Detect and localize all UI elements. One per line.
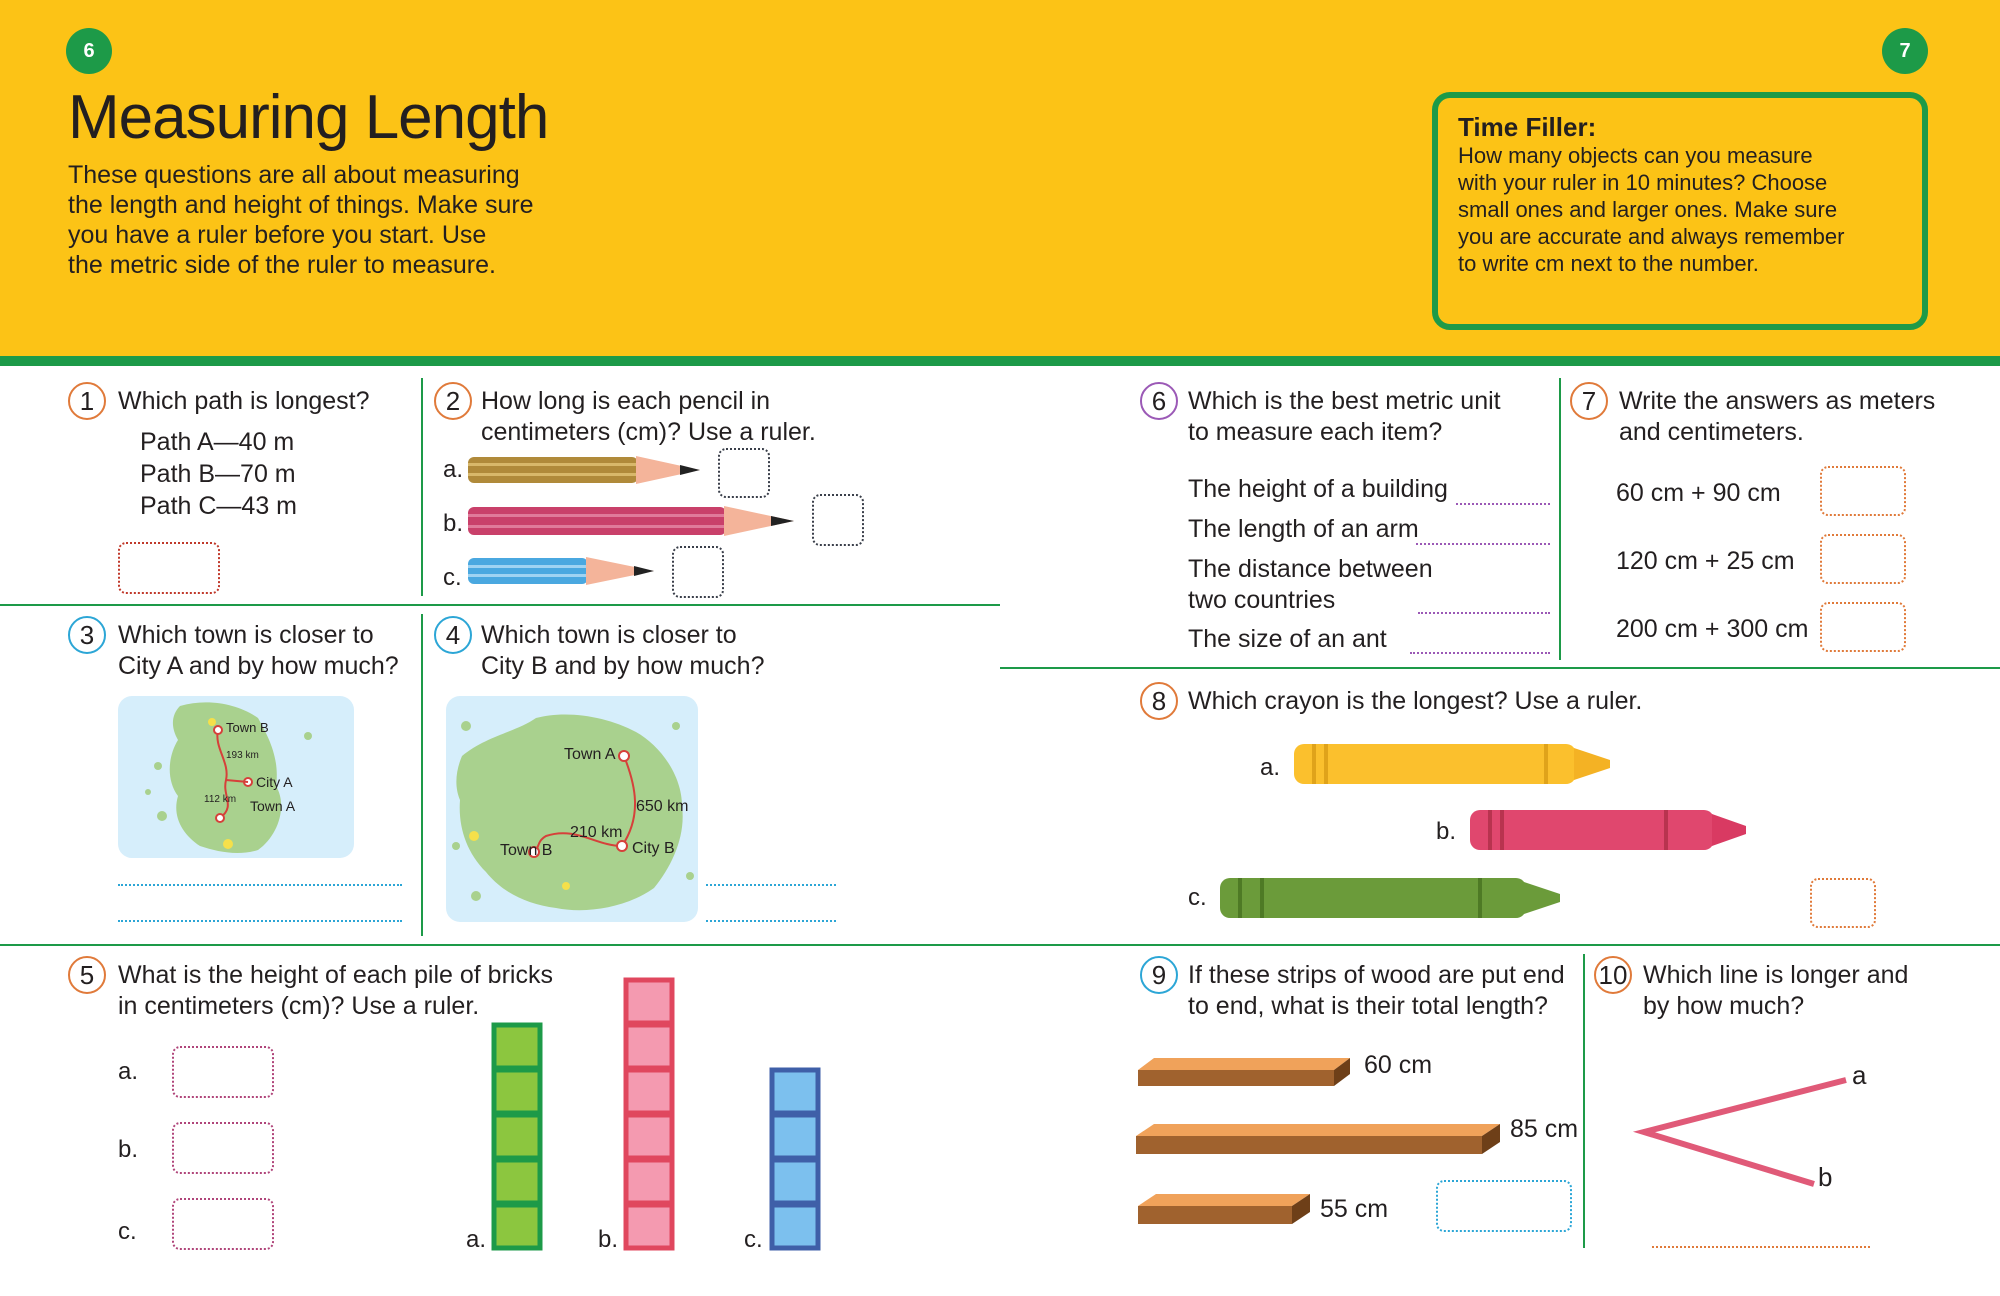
question-8-text: Which crayon is the longest? Use a ruler. xyxy=(1188,687,1643,715)
question-number-10: 10 xyxy=(1594,956,1632,994)
brick xyxy=(626,980,672,1023)
question-6-text xyxy=(1188,386,1501,448)
answer-box-q5b[interactable] xyxy=(172,1122,274,1174)
crayon-label-a: a. xyxy=(1260,754,1281,781)
divider-v-q9-q10 xyxy=(1583,954,1585,1248)
divider-v-q3-q4 xyxy=(421,614,423,936)
brick xyxy=(772,1205,818,1248)
path-a: Path A—40 m xyxy=(140,428,295,456)
question-2-line: centimeters (cm)? Use a ruler. xyxy=(481,418,816,446)
question-number-9: 9 xyxy=(1140,956,1178,994)
brick xyxy=(626,1160,672,1203)
brick xyxy=(626,1115,672,1158)
brick xyxy=(626,1205,672,1248)
sum-3: 200 cm + 300 cm xyxy=(1616,615,1809,643)
brick xyxy=(772,1070,818,1113)
time-filler-text xyxy=(1458,142,1902,277)
answer-box-q5a[interactable] xyxy=(172,1046,274,1098)
intro-text xyxy=(68,160,588,280)
strip-length-2: 85 cm xyxy=(1510,1115,1579,1143)
answer-box-q2c[interactable] xyxy=(672,546,724,598)
answer-box-q1[interactable] xyxy=(118,542,220,594)
wood-strip-2 xyxy=(1136,1122,1502,1156)
crayon-label-c: c. xyxy=(1188,884,1207,911)
sum-1: 60 cm + 90 cm xyxy=(1616,479,1781,507)
map-label-town-a-2: Town A xyxy=(564,746,616,763)
pile-label-b: b. xyxy=(598,1226,619,1253)
time-filler-title: Time Filler: xyxy=(1458,112,1597,142)
pencil-label-b: b. xyxy=(443,510,464,537)
brick-pile-b xyxy=(622,972,676,1248)
divider-v-q1-q2 xyxy=(421,378,423,596)
brick xyxy=(772,1115,818,1158)
item-building: The height of a building xyxy=(1188,475,1448,503)
header-divider xyxy=(0,356,2000,366)
crayon-a xyxy=(1294,742,1614,786)
question-7-text xyxy=(1619,386,1935,448)
divider-h-right-1 xyxy=(1000,667,2000,669)
question-10-line: Which line is longer and xyxy=(1643,961,1909,989)
question-10-line: by how much? xyxy=(1643,992,1805,1020)
pile-label-a: a. xyxy=(466,1226,487,1253)
time-filler-box xyxy=(1432,92,1928,330)
brick xyxy=(494,1160,540,1203)
answer-line-q4-2[interactable] xyxy=(706,920,836,922)
question-1-text: Which path is longest? xyxy=(118,387,370,415)
question-3-line: Which town is closer to xyxy=(118,621,374,649)
question-number-7: 7 xyxy=(1570,382,1608,420)
crayon-label-b: b. xyxy=(1436,818,1457,845)
intro-line: the length and height of things. Make sure xyxy=(68,191,534,219)
item-countries-line: two countries xyxy=(1188,586,1336,614)
time-filler-line: you are accurate and always remember xyxy=(1458,224,1845,249)
map-label-city-a: City A xyxy=(256,774,293,790)
intro-line: you have a ruler before you start. Use xyxy=(68,221,487,249)
time-filler-line: small ones and larger ones. Make sure xyxy=(1458,197,1838,222)
item-arm: The length of an arm xyxy=(1188,515,1419,543)
answer-box-q7-1[interactable] xyxy=(1820,466,1906,516)
question-number-2: 2 xyxy=(434,382,472,420)
divider-h-bottom xyxy=(0,944,2000,946)
intro-line: the metric side of the ruler to measure. xyxy=(68,251,496,279)
item-countries xyxy=(1188,554,1433,616)
question-number-8: 8 xyxy=(1140,682,1178,720)
brick xyxy=(494,1115,540,1158)
page-title: Measuring Length xyxy=(68,83,549,152)
strip-length-3: 55 cm xyxy=(1320,1195,1389,1223)
question-3-text xyxy=(118,620,399,682)
question-9-line: to end, what is their total length? xyxy=(1188,992,1548,1020)
question-4-line: City B and by how much? xyxy=(481,652,765,680)
question-6-line: Which is the best metric unit xyxy=(1188,387,1501,415)
map-label-town-a: Town A xyxy=(250,798,296,814)
question-2-line: How long is each pencil in xyxy=(481,387,771,415)
brick xyxy=(494,1205,540,1248)
question-4-line: Which town is closer to xyxy=(481,621,737,649)
strip-length-1: 60 cm xyxy=(1364,1051,1433,1079)
answer-line-q3-1[interactable] xyxy=(118,884,402,886)
question-number-3: 3 xyxy=(68,616,106,654)
answer-line-q6-2[interactable] xyxy=(1416,543,1550,545)
question-10-text xyxy=(1643,960,1908,1022)
answer-box-q5c[interactable] xyxy=(172,1198,274,1250)
item-countries-line: The distance between xyxy=(1188,555,1433,583)
answer-line-q6-4[interactable] xyxy=(1410,652,1550,654)
wood-strip-1 xyxy=(1138,1056,1352,1088)
question-number-6: 6 xyxy=(1140,382,1178,420)
time-filler-line: with your ruler in 10 minutes? Choose xyxy=(1458,170,1828,195)
map-distance-112: 112 km xyxy=(204,794,237,805)
line-label-a: a xyxy=(1852,1060,1867,1090)
brick xyxy=(494,1070,540,1113)
question-2-text xyxy=(481,386,816,448)
divider-h-left-1 xyxy=(0,604,1000,606)
answer-box-q7-2[interactable] xyxy=(1820,534,1906,584)
question-number-4: 4 xyxy=(434,616,472,654)
answer-box-q8[interactable] xyxy=(1810,878,1876,928)
answer-box-q9[interactable] xyxy=(1436,1180,1572,1232)
brick-pile-c xyxy=(768,1064,822,1248)
pencil-b xyxy=(468,504,798,540)
page-number-right: 7 xyxy=(1882,28,1928,74)
map-label-town-b: Town B xyxy=(226,720,269,735)
brick-answer-label-a: a. xyxy=(118,1058,139,1085)
wood-strip-3 xyxy=(1138,1192,1312,1226)
brick-answer-label-c: c. xyxy=(118,1218,137,1245)
time-filler-line: How many objects can you measure xyxy=(1458,143,1813,168)
answer-line-q4-1[interactable] xyxy=(706,884,836,886)
brick-pile-a xyxy=(490,1016,544,1248)
crayon-c xyxy=(1220,876,1564,920)
sum-2: 120 cm + 25 cm xyxy=(1616,547,1795,575)
path-b: Path B—70 m xyxy=(140,460,296,488)
time-filler-line: to write cm next to the number. xyxy=(1458,251,1759,276)
question-number-5: 5 xyxy=(68,956,106,994)
question-5-line: in centimeters (cm)? Use a ruler. xyxy=(118,992,480,1020)
answer-line-q10[interactable] xyxy=(1652,1246,1870,1248)
brick xyxy=(772,1160,818,1203)
page-number-left: 6 xyxy=(66,28,112,74)
question-9-line: If these strips of wood are put end xyxy=(1188,961,1565,989)
brick xyxy=(494,1025,540,1068)
question-5-line: What is the height of each pile of bricks xyxy=(118,961,553,989)
map-label-town-b-2: Town B xyxy=(500,842,553,859)
pencil-label-a: a. xyxy=(443,456,464,483)
intro-line: These questions are all about measuring xyxy=(68,161,520,189)
answer-line-q6-1[interactable] xyxy=(1456,503,1550,505)
answer-box-q7-3[interactable] xyxy=(1820,602,1906,652)
question-7-line: and centimeters. xyxy=(1619,418,1804,446)
map-distance-650: 650 km xyxy=(636,798,689,815)
divider-v-q6-q7 xyxy=(1559,378,1561,660)
item-ant: The size of an ant xyxy=(1188,625,1387,653)
crayon-b xyxy=(1470,808,1750,852)
answer-line-q6-3[interactable] xyxy=(1418,612,1550,614)
line-label-b: b xyxy=(1818,1162,1833,1192)
question-4-text xyxy=(481,620,764,682)
brick xyxy=(626,1070,672,1113)
answer-box-q2b[interactable] xyxy=(812,494,864,546)
answer-box-q2a[interactable] xyxy=(718,448,770,498)
pile-label-c: c. xyxy=(744,1226,763,1253)
question-6-line: to measure each item? xyxy=(1188,418,1443,446)
map-distance-193: 193 km xyxy=(226,750,259,761)
question-3-line: City A and by how much? xyxy=(118,652,399,680)
question-number-1: 1 xyxy=(68,382,106,420)
question-5-text xyxy=(118,960,553,1022)
pencil-c xyxy=(468,556,668,588)
path-list xyxy=(140,426,297,522)
answer-line-q3-2[interactable] xyxy=(118,920,402,922)
pencil-a xyxy=(468,454,708,488)
map-label-city-b: City B xyxy=(632,840,675,857)
question-7-line: Write the answers as meters xyxy=(1619,387,1936,415)
brick-answer-label-b: b. xyxy=(118,1136,139,1163)
map-distance-210: 210 km xyxy=(570,824,623,841)
path-c: Path C—43 m xyxy=(140,492,298,520)
brick xyxy=(626,1025,672,1068)
pencil-label-c: c. xyxy=(443,564,462,591)
question-9-text xyxy=(1188,960,1565,1022)
